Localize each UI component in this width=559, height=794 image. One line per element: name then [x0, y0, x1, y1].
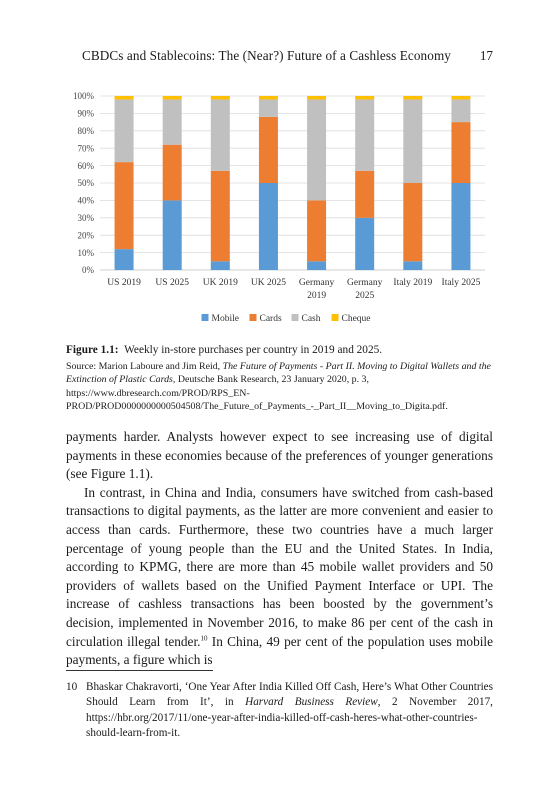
- footnote-ref: 10: [200, 634, 208, 643]
- bar-segment-cash: [355, 99, 374, 170]
- footnote-number: 10: [66, 681, 78, 693]
- bar-segment-mobile: [115, 249, 134, 270]
- footnote: [66, 680, 493, 742]
- bar-segment-cash: [115, 99, 134, 162]
- figure-caption: [66, 343, 493, 357]
- x-tick-label: Italy 2019: [393, 278, 433, 288]
- bar-segment-mobile: [307, 261, 326, 270]
- y-tick-label: 100%: [73, 91, 94, 102]
- paragraph-text: In China, 49 per cent of the population uses mobile payments, a figure which is: [66, 633, 494, 668]
- running-title: CBDCs and Stablecoins: The (Near?) Future of a Cashless Economy: [81, 48, 451, 63]
- bar-segment-mobile: [355, 218, 374, 270]
- bar-segment-cash: [211, 99, 230, 170]
- page-number: 17: [479, 48, 493, 63]
- legend-swatch: [332, 314, 339, 321]
- bar-segment-mobile: [259, 183, 278, 270]
- bar-segment-cash: [403, 99, 422, 183]
- x-tick-label: 2025: [355, 291, 375, 301]
- legend-swatch: [292, 314, 299, 321]
- y-tick-label: 20%: [77, 230, 94, 241]
- y-tick-label: 70%: [77, 143, 94, 154]
- figure-source: [66, 360, 493, 414]
- y-tick-label: 50%: [77, 178, 94, 189]
- bar-segment-mobile: [163, 200, 182, 270]
- bar-segment-mobile: [451, 183, 470, 270]
- y-tick-label: 10%: [77, 247, 94, 258]
- bar-segment-cash: [163, 99, 182, 144]
- bar-segment-cards: [259, 117, 278, 183]
- bar-segment-cheque: [307, 96, 326, 99]
- bar-segment-mobile: [403, 261, 422, 270]
- bar-segment-cards: [211, 171, 230, 261]
- stacked-bar-chart: [60, 88, 495, 336]
- bar-segment-cards: [115, 162, 134, 249]
- legend-swatch: [202, 314, 209, 321]
- bar-segment-cards: [403, 183, 422, 261]
- x-tick-label: 2019: [307, 291, 327, 301]
- bar-segment-cheque: [211, 96, 230, 99]
- x-tick-label: US 2019: [107, 278, 141, 288]
- bar-segment-cheque: [355, 96, 374, 99]
- bar-segment-mobile: [211, 261, 230, 270]
- x-tick-label: US 2025: [155, 278, 189, 288]
- bar-segment-cards: [451, 122, 470, 183]
- figure-caption-text: Weekly in-store purchases per country in 2019 and 2025.: [124, 344, 383, 356]
- x-tick-label: UK 2025: [250, 278, 286, 288]
- bar-segment-cash: [307, 99, 326, 200]
- legend-label: Cheque: [341, 314, 371, 324]
- body-text: [66, 428, 493, 670]
- bar-segment-cards: [355, 171, 374, 218]
- paragraph-text: In contrast, in China and India, consumers have switched from cash-based transactions to digital payments, as the latter are more convenient and easier to access than cards. Furthermore, these two countries have a much larger percentage of young people than the EU and the United States. In India, according to KPMG, there are more than 45 mobile wallet providers and 50 providers of wallets based on the Unified Payment Interface or UPI. The increase of cashless transactions has been boosted by the government’s decision, implemented in November 2016, to make 86 per cent of the cash in circulation illegal tender.: [66, 484, 493, 649]
- x-tick-label: Germany: [347, 278, 383, 288]
- legend-swatch: [250, 314, 257, 321]
- x-tick-label: Germany: [298, 278, 335, 288]
- footnote-text-before: Bhaskar Chakravorti, ‘One Year After India Killed Off Cash, Here’s What Other Countries Should Learn from It’, in: [86, 681, 493, 709]
- footnote-text-after: , 2 November 2017, https://hbr.org/2017/11/one-year-after-india-killed-off-cash-heres-what-other-countries-should-learn-from-it.: [86, 696, 493, 740]
- source-prefix: Source: Marion Laboure and Jim Reid,: [66, 361, 223, 372]
- legend-label: Mobile: [211, 314, 239, 324]
- figure-label: Figure 1.1:: [66, 344, 119, 356]
- x-tick-label: Italy 2025: [441, 278, 481, 288]
- bar-segment-cheque: [163, 96, 182, 99]
- paragraph: payments harder. Analysts however expect to see increasing use of digital payments in these economies because of the preferences of younger generations (see Figure 1.1).: [66, 429, 493, 482]
- bar-segment-cheque: [115, 96, 134, 99]
- bar-segment-cheque: [403, 96, 422, 99]
- footnote-rule: [66, 670, 213, 671]
- footnote-text: [86, 680, 493, 742]
- source-suffix: , Deutsche Bank Research, 23 January 2020, p. 3, https://www.dbresearch.com/PROD/RPS_EN-PROD/PROD0000000000504508/The_Future_of_Payments_-_Part_II__Moving_to_Digita.pdf.: [66, 374, 448, 413]
- bar-segment-cards: [163, 145, 182, 201]
- y-tick-label: 60%: [77, 160, 94, 171]
- footnote-journal: Harvard Business Review: [245, 696, 378, 709]
- bar-segment-cash: [451, 99, 470, 122]
- y-tick-label: 0%: [82, 265, 94, 276]
- running-header: [66, 48, 493, 68]
- y-tick-label: 30%: [77, 213, 94, 223]
- bar-segment-cards: [307, 200, 326, 261]
- bar-segment-cash: [259, 99, 278, 116]
- y-tick-label: 80%: [77, 126, 94, 136]
- legend-label: Cards: [259, 314, 282, 324]
- bar-segment-cheque: [451, 96, 470, 99]
- legend-label: Cash: [301, 314, 321, 324]
- y-tick-label: 40%: [77, 195, 94, 206]
- bar-segment-cheque: [259, 96, 278, 99]
- paragraph: [66, 484, 493, 670]
- y-tick-label: 90%: [77, 108, 94, 119]
- source-title: The Future of Payments - Part II. Moving to Digital Wallets and the Extinction of Plastic Cards: [66, 361, 491, 386]
- x-tick-label: UK 2019: [202, 278, 238, 288]
